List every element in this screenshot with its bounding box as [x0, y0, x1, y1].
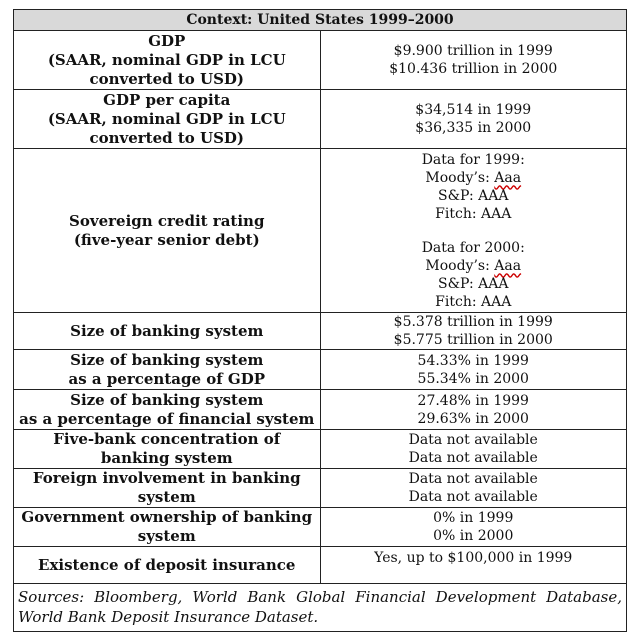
table-row-government-ownership: [14, 508, 627, 547]
table-row-sovereign-rating: [14, 149, 627, 313]
row-label: Five-bank concentration of banking system: [14, 430, 321, 469]
row-value: [320, 90, 627, 149]
table-row-size-banking: [14, 313, 627, 350]
rating-1999-fitch: Fitch: AAA: [435, 205, 512, 222]
value-line: 29.63% in 2000: [417, 410, 529, 427]
value-line: Data not available: [408, 471, 538, 487]
value-line: $34,514 in 1999: [415, 102, 532, 118]
value-line: 55.34% in 2000: [417, 370, 529, 387]
value-line: $5.775 trillion in 2000: [393, 332, 553, 348]
spacer: [325, 223, 623, 239]
row-label-line: (SAAR, nominal GDP in LCU: [47, 109, 286, 128]
rating-2000-sp: S&P: AAA: [438, 275, 509, 292]
moodys-rating: Aaa: [494, 257, 522, 274]
table-row-gdp-per-capita: [14, 90, 627, 149]
row-label-line: converted to USD): [89, 69, 245, 88]
row-label: Foreign involvement in banking system: [14, 469, 321, 508]
table-header: Context: United States 1999–2000: [14, 10, 627, 31]
rating-2000-title: Data for 2000:: [421, 239, 525, 256]
row-value: [320, 350, 627, 390]
value-line: 0% in 2000: [433, 528, 514, 544]
moodys-label: Moody’s:: [425, 169, 490, 186]
row-label-line: Size of banking system: [70, 350, 264, 369]
value-line: Data not available: [408, 450, 538, 466]
row-label-line: converted to USD): [89, 128, 245, 147]
row-label-line: (SAAR, nominal GDP in LCU: [47, 50, 286, 69]
value-line: Data not available: [408, 432, 538, 448]
row-value: [320, 313, 627, 350]
row-label: [14, 31, 321, 90]
context-table: [13, 9, 627, 632]
row-label: Government ownership of banking system: [14, 508, 321, 547]
table-row-five-bank-concentration: [14, 430, 627, 469]
row-value: [320, 469, 627, 508]
rating-1999-moodys: [325, 169, 623, 187]
moodys-label: Moody’s:: [425, 257, 490, 274]
value-line: 27.48% in 1999: [417, 392, 529, 409]
value-line: 0% in 1999: [433, 510, 514, 526]
row-value: [320, 149, 627, 313]
row-label: Size of banking system: [14, 313, 321, 350]
row-label: Existence of deposit insurance: [14, 547, 321, 584]
context-table-document: [13, 9, 627, 632]
row-label: [14, 390, 321, 430]
row-label-line: Sovereign credit rating: [69, 211, 265, 230]
rating-2000-fitch: Fitch: AAA: [435, 293, 512, 310]
value-line: Yes, up to $100,000 in 1999: [374, 550, 573, 566]
rating-1999-sp: S&P: AAA: [438, 187, 509, 204]
value-line: $10.436 trillion in 2000: [389, 61, 558, 77]
rating-1999-title: Data for 1999:: [421, 151, 525, 168]
sources-note: Sources: Bloomberg, World Bank Global Financial Development Database, World Bank Deposit Insurance Dataset.: [14, 584, 627, 632]
row-label-line: GDP per capita: [103, 90, 231, 109]
row-label-line: GDP: [148, 31, 186, 50]
row-label: [14, 90, 321, 149]
row-value: [320, 547, 627, 584]
row-label: [14, 149, 321, 313]
row-label-line: as a percentage of GDP: [68, 369, 266, 388]
row-label-line: (five-year senior debt): [73, 230, 260, 249]
table-row-foreign-involvement: [14, 469, 627, 508]
row-label-line: as a percentage of financial system: [19, 409, 315, 428]
header-row: [14, 10, 627, 31]
value-line: $9.900 trillion in 1999: [393, 43, 553, 59]
rating-2000-moodys: [325, 257, 623, 275]
value-line: $36,335 in 2000: [415, 120, 532, 136]
row-value: [320, 430, 627, 469]
row-label: [14, 350, 321, 390]
table-row-deposit-insurance: [14, 547, 627, 584]
row-value: [320, 390, 627, 430]
row-value: [320, 31, 627, 90]
value-line: Data not available: [408, 489, 538, 505]
sources-row: [14, 584, 627, 632]
table-row-gdp: [14, 31, 627, 90]
value-line: 54.33% in 1999: [417, 352, 529, 369]
table-row-banking-pct-financial: [14, 390, 627, 430]
row-label-line: Size of banking system: [70, 390, 264, 409]
row-value: [320, 508, 627, 547]
table-row-banking-pct-gdp: [14, 350, 627, 390]
moodys-rating: Aaa: [494, 169, 522, 186]
value-line: $5.378 trillion in 1999: [393, 314, 553, 330]
